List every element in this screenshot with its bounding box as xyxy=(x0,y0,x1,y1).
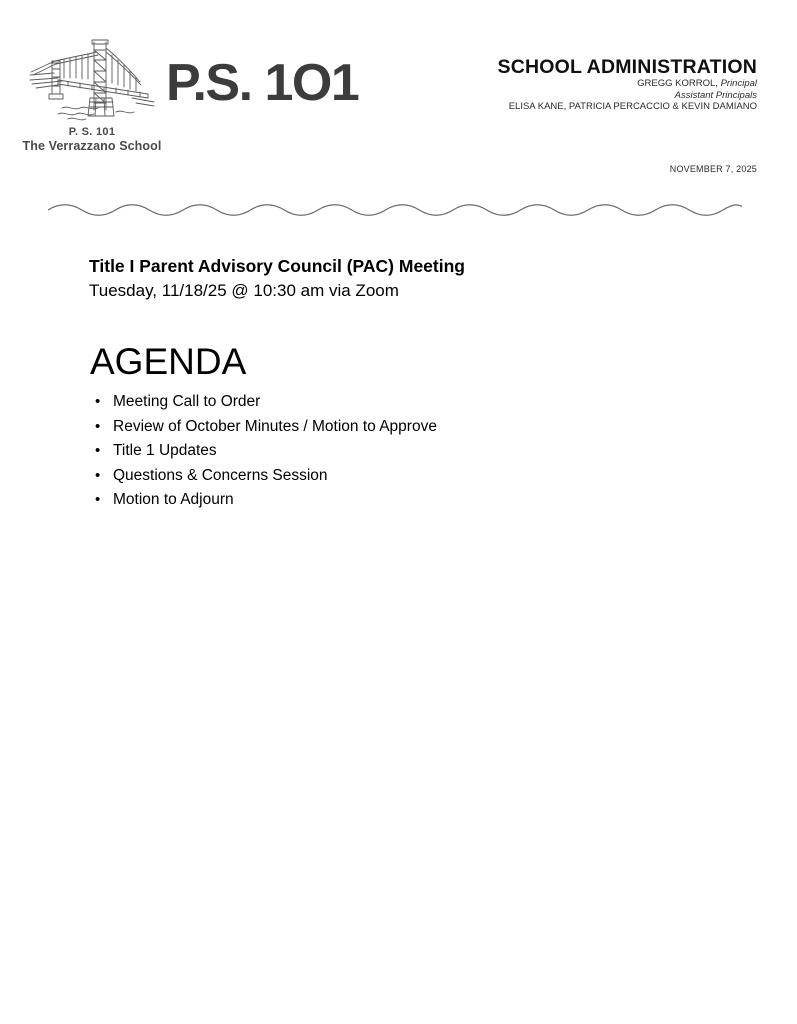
agenda-item-label: Motion to Adjourn xyxy=(113,491,234,508)
meeting-title: Title I Parent Advisory Council (PAC) Meeting xyxy=(89,256,465,276)
list-item xyxy=(0,390,797,415)
logo-caption-line-1: P. S. 101 xyxy=(68,126,116,138)
wavy-line-divider xyxy=(48,198,742,222)
agenda-item-label: Review of October Minutes / Motion to Approve xyxy=(113,417,437,435)
assistant-principals-label: Assistant Principals xyxy=(674,89,757,101)
bullet-icon: • xyxy=(95,442,101,459)
agenda-list xyxy=(0,390,797,513)
assistant-principals-names: ELISA KANE, PATRICIA PERCACCIO & KEVIN DAMIANO xyxy=(508,101,757,112)
principal-name: GREGG KORROL, xyxy=(637,78,718,89)
bullet-icon: • xyxy=(95,393,101,410)
principal-title: Principal xyxy=(720,78,757,89)
agenda-item-label: Meeting Call to Order xyxy=(113,393,261,410)
agenda-item-label: Title 1 Updates xyxy=(113,442,217,459)
letterhead xyxy=(0,0,797,200)
logo-caption-line-2: The Verrazzano School xyxy=(22,139,162,153)
agenda-heading: AGENDA xyxy=(90,341,247,382)
list-item xyxy=(0,464,797,489)
issue-date: NOVEMBER 7, 2025 xyxy=(669,164,757,174)
verrazzano-bridge-logo xyxy=(28,28,156,124)
bullet-icon: • xyxy=(95,466,101,484)
bullet-icon: • xyxy=(95,417,101,435)
administration-heading: SCHOOL ADMINISTRATION xyxy=(497,56,757,78)
agenda-item-label: Questions & Concerns Session xyxy=(113,466,328,484)
meeting-datetime: Tuesday, 11/18/25 @ 10:30 am via Zoom xyxy=(89,281,399,300)
list-item xyxy=(0,488,797,513)
school-wordmark: P.S. 1O1 xyxy=(166,54,359,112)
school-administration-block xyxy=(357,56,757,113)
principal-line xyxy=(357,78,757,90)
list-item xyxy=(0,439,797,464)
list-item xyxy=(0,415,797,440)
school-logo xyxy=(22,28,162,154)
bullet-icon: • xyxy=(95,491,101,508)
